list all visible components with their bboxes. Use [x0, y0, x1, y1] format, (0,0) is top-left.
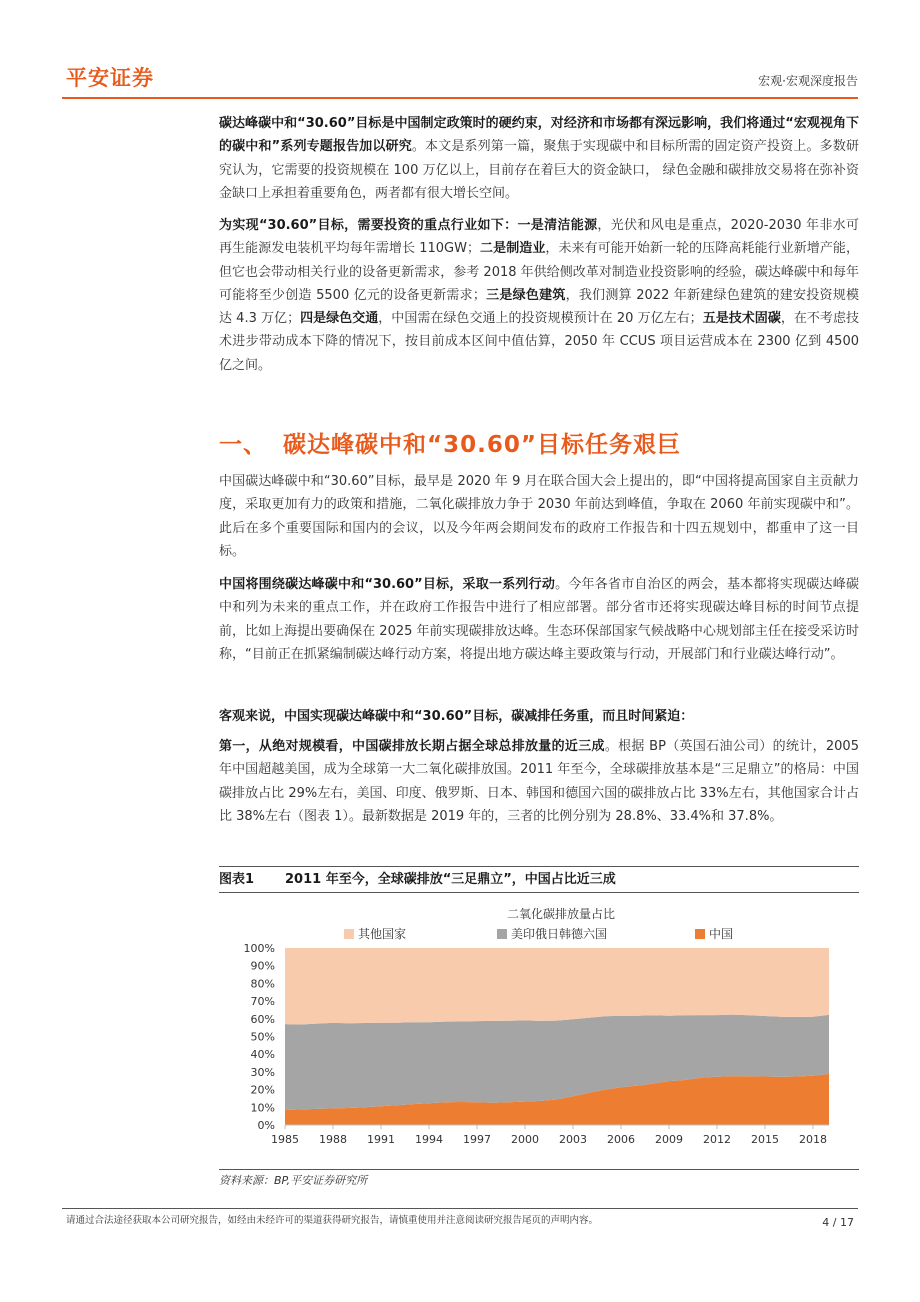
- figure-source: 资料来源：BP,平安证券研究所: [219, 1174, 368, 1187]
- section-paragraph-2: [219, 573, 859, 666]
- footer-divider: [62, 1208, 858, 1209]
- p2-text-6: ，在不考虑技术进步带动成本下降的情况下，按目前成本区间中值估算，2050 年 CCUS 项目运营成本在 2300 亿到 4500 亿之间。: [219, 311, 859, 373]
- section-p4-text: 。根据 BP（英国石油公司）的统计，2005 年中国超越美国，成为全球第一大二氧化碳排放国。2011 年至今，全球碳排放基本是“三足鼎立”的格局：中国碳排放占比 29%左右，美国、印度、俄罗斯、日本、韩国和德国六国的碳排放占比 33%左右，其他国家合计占比 38%左右（图表 1）。最新数据是 2019 年的，三者的比例分别为 28.8%、33.4%和 37.8%。: [219, 739, 859, 824]
- footer-disclaimer: 请通过合法途径获取本公司研究报告，如经由未经许可的渠道获得研究报告，请慎重使用并注意阅读研究报告尾页的声明内容。: [66, 1215, 599, 1226]
- figure-caption: [219, 868, 616, 887]
- p2-bold-2: 一是清洁能源: [517, 218, 598, 233]
- section-p1-text: 中国碳达峰碳中和“30.60”目标，最早是 2020 年 9 月在联合国大会上提出的，即“中国将提高国家自主贡献力度，采取更加有力的政策和措施，二氧化碳排放力争于 2030 年前达到峰值，争取在 2060 年前实现碳中和”。此后在多个重要国际和国内的会议，以及今年两会期间发布的政府工作报告和十四五规划中，都重申了这一目标。: [219, 474, 859, 559]
- figure-label: 图表1: [219, 872, 255, 887]
- legend-label: 中国: [709, 927, 734, 941]
- section-p2-text: 。今年各省市自治区的两会，基本都将实现碳达峰碳中和列为未来的重点工作，并在政府工作报告中进行了相应部署。部分省市还将实现碳达峰目标的时间节点提前，比如上海提出要确保在 2025 年前实现碳排放达峰。生态环保部国家气候战略中心规划部主任在接受采访时称，“目前正在抓紧编制碳达峰行动方案，将提出地方碳达峰主要政策与行动，开展部门和行业碳达峰行动”。: [219, 577, 859, 662]
- y-tick-label: 90%: [250, 959, 275, 973]
- section-number: 一、: [219, 432, 267, 458]
- company-logo: 平安证券: [66, 66, 154, 90]
- section-paragraph-4: [219, 735, 859, 828]
- section-heading: [219, 426, 681, 459]
- intro-paragraph-2: [219, 214, 859, 377]
- x-tick-label: 2015: [751, 1133, 779, 1146]
- y-tick-label: 10%: [250, 1101, 275, 1115]
- y-tick-label: 40%: [250, 1048, 275, 1062]
- legend-swatch: [344, 929, 354, 939]
- y-tick-label: 50%: [250, 1030, 275, 1044]
- figure-title: 2011 年至今，全球碳排放“三足鼎立”，中国占比近三成: [285, 872, 616, 887]
- header-divider: [62, 97, 858, 99]
- x-tick-label: 2000: [511, 1133, 539, 1146]
- p2-text-2: ，光伏和风电是重点，2020-2030 年非水可再生能源发电装机平均每年需增长 110GW；: [219, 218, 859, 257]
- p2-text-3: ，未来有可能开始新一轮的压降高耗能行业新增产能，但它也会带动相关行业的设备更新需求，参考 2018 年供给侧改革对制造业投资影响的经验，碳达峰碳中和每年可能将至少创造 5500 亿元的设备更新需求；: [219, 241, 859, 303]
- emissions-share-chart: [219, 896, 859, 1164]
- y-tick-label: 100%: [243, 942, 275, 955]
- section-p4-bold: 第一，从绝对规模看，中国碳排放长期占据全球总排放量的近三成: [219, 739, 605, 754]
- section-p3-bold: 客观来说，中国实现碳达峰碳中和“30.60”目标，碳减排任务重，而且时间紧迫：: [219, 709, 694, 724]
- report-type: 宏观·宏观深度报告: [758, 74, 858, 88]
- chart-plot-area: [285, 948, 829, 1125]
- y-tick-label: 60%: [250, 1012, 275, 1026]
- legend-label: 美印俄日韩德六国: [511, 927, 608, 941]
- chart-legend: [344, 926, 733, 941]
- x-tick-label: 2009: [655, 1133, 683, 1146]
- section-p2-bold: 中国将围绕碳达峰碳中和“30.60”目标，采取一系列行动: [219, 577, 556, 592]
- p2-bold-5: 四是绿色交通: [300, 311, 379, 327]
- figure-bottom-rule: [219, 1169, 859, 1170]
- p2-bold-1: 为实现“30.60”目标，需要投资的重点行业如下：: [219, 218, 518, 233]
- intro-paragraph-1: [219, 112, 859, 205]
- figure-mid-rule: [219, 892, 859, 893]
- x-tick-label: 1985: [271, 1133, 299, 1146]
- chart-title: 二氧化碳排放量占比: [506, 907, 616, 921]
- x-tick-label: 1997: [463, 1133, 491, 1146]
- y-tick-label: 20%: [250, 1083, 275, 1097]
- y-tick-label: 70%: [250, 995, 275, 1009]
- legend-swatch: [695, 929, 705, 939]
- x-tick-label: 1988: [319, 1133, 347, 1146]
- x-tick-label: 2012: [703, 1133, 731, 1146]
- area-series-2: [285, 948, 829, 1025]
- section-title: 碳达峰碳中和“30.60”目标任务艰巨: [283, 432, 681, 458]
- p2-text-5: ，中国需在绿色交通上的投资规模预计在 20 万亿左右；: [378, 311, 703, 327]
- p2-text-4: ，我们测算 2022 年新建绿色建筑的建安投资规模达 4.3 万亿；: [219, 287, 859, 327]
- intro-p1-bold: 碳达峰碳中和“30.60”目标是中国制定政策时的硬约束，对经济和市场都有深远影响，我们将通过“宏观视角下的碳中和”系列专题报告加以研究: [219, 116, 859, 155]
- x-tick-label: 1991: [367, 1133, 395, 1146]
- y-tick-label: 0%: [257, 1119, 275, 1132]
- section-paragraph-3: [219, 705, 859, 728]
- x-tick-label: 2003: [559, 1133, 587, 1146]
- y-tick-label: 80%: [250, 977, 275, 991]
- figure-top-rule: [219, 866, 859, 867]
- x-axis: [271, 1125, 829, 1146]
- section-paragraph-1: [219, 470, 859, 563]
- y-tick-label: 30%: [250, 1065, 275, 1079]
- p2-bold-3: 二是制造业: [479, 241, 546, 257]
- x-tick-label: 2006: [607, 1133, 635, 1146]
- legend-label: 其他国家: [358, 927, 407, 941]
- y-axis: [244, 942, 275, 1132]
- p2-bold-4: 三是绿色建筑: [485, 287, 566, 303]
- x-tick-label: 1994: [415, 1133, 443, 1146]
- p2-bold-6: 五是技术固碳: [702, 311, 781, 327]
- page-number: 4 / 17: [822, 1216, 854, 1229]
- legend-swatch: [497, 929, 507, 939]
- intro-p1-text: 。本文是系列第一篇，聚焦于实现碳中和目标所需的固定资产投资上。多数研究认为，它需要的投资规模在 100 万亿以上，目前存在着巨大的资金缺口， 绿色金融和碳排放交易将在弥补资金缺口上承担着重要角色，两者都有很大增长空间。: [219, 139, 859, 201]
- x-tick-label: 2018: [799, 1133, 827, 1146]
